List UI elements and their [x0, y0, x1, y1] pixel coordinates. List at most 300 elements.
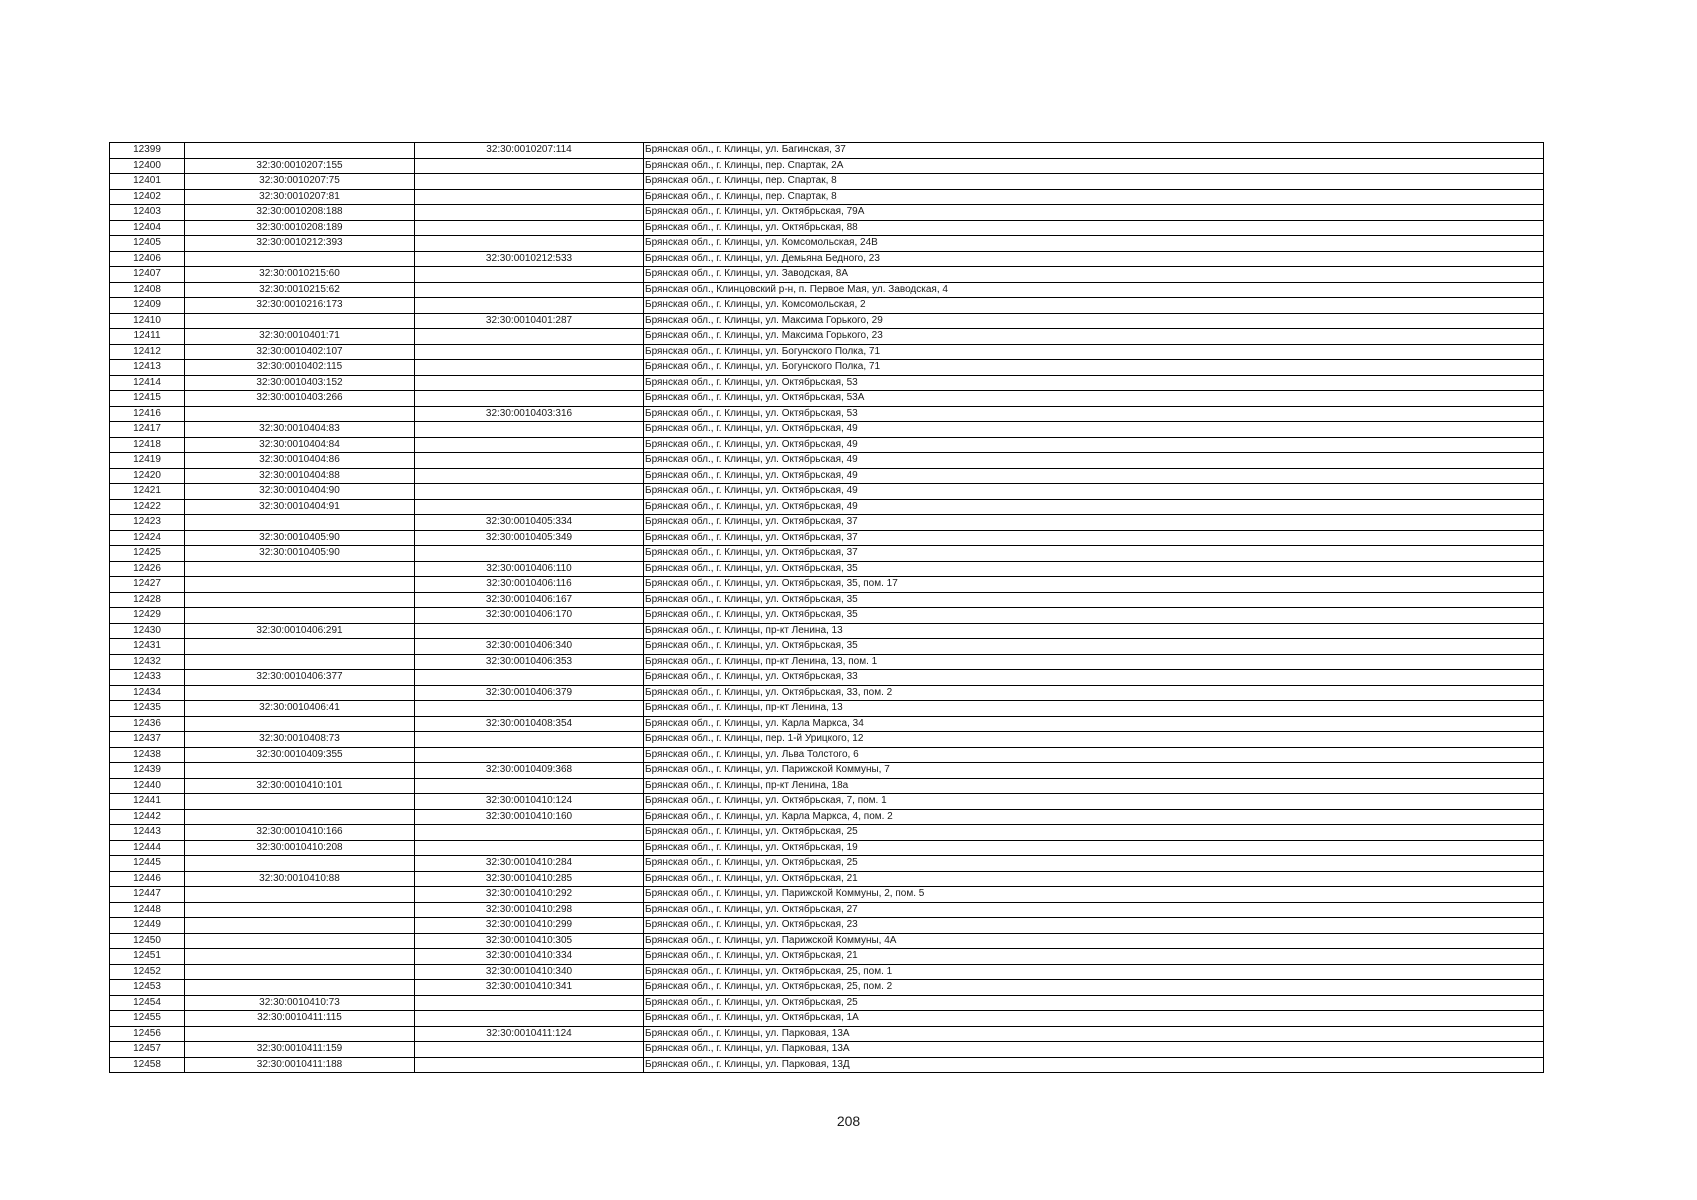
table-row — [110, 918, 1544, 934]
table-row — [110, 964, 1544, 980]
address-cell: Брянская обл., г. Клинцы, пер. Спартак, 2А — [644, 158, 1544, 174]
cadastral-number-cell: 32:30:0010410:166 — [185, 825, 415, 841]
address-cell: Брянская обл., г. Клинцы, ул. Октябрьская, 49 — [644, 484, 1544, 500]
cadastral-number-cell: 32:30:0010207:155 — [185, 158, 415, 174]
table-row — [110, 282, 1544, 298]
cadastral-number-cell: 32:30:0010404:86 — [185, 453, 415, 469]
cadastral-number-cell — [185, 515, 415, 531]
object-number-cell — [415, 158, 644, 174]
row-number-cell: 12456 — [110, 1026, 185, 1042]
object-number-cell — [415, 174, 644, 190]
address-cell: Брянская обл., г. Клинцы, ул. Максима Горького, 29 — [644, 313, 1544, 329]
cadastral-number-cell — [185, 918, 415, 934]
object-number-cell — [415, 701, 644, 717]
row-number-cell: 12412 — [110, 344, 185, 360]
table-row — [110, 592, 1544, 608]
object-number-cell — [415, 375, 644, 391]
cadastral-number-cell: 32:30:0010404:88 — [185, 468, 415, 484]
row-number-cell: 12437 — [110, 732, 185, 748]
row-number-cell: 12451 — [110, 949, 185, 965]
address-cell: Брянская обл., г. Клинцы, ул. Октябрьская, 49 — [644, 453, 1544, 469]
table-row — [110, 639, 1544, 655]
object-number-cell — [415, 391, 644, 407]
row-number-cell: 12420 — [110, 468, 185, 484]
table-row — [110, 980, 1544, 996]
table-row — [110, 546, 1544, 562]
row-number-cell: 12407 — [110, 267, 185, 283]
object-number-cell — [415, 360, 644, 376]
registry-table — [109, 142, 1544, 1073]
object-number-cell — [415, 825, 644, 841]
object-number-cell — [415, 189, 644, 205]
object-number-cell — [415, 1057, 644, 1073]
row-number-cell: 12438 — [110, 747, 185, 763]
cadastral-number-cell: 32:30:0010406:41 — [185, 701, 415, 717]
address-cell: Брянская обл., г. Клинцы, ул. Октябрьская, 49 — [644, 499, 1544, 515]
table-row — [110, 329, 1544, 345]
row-number-cell: 12439 — [110, 763, 185, 779]
cadastral-number-cell — [185, 592, 415, 608]
table-row — [110, 763, 1544, 779]
cadastral-number-cell — [185, 949, 415, 965]
cadastral-number-cell: 32:30:0010403:266 — [185, 391, 415, 407]
object-number-cell — [415, 422, 644, 438]
cadastral-number-cell — [185, 794, 415, 810]
object-number-cell: 32:30:0010410:299 — [415, 918, 644, 934]
row-number-cell: 12424 — [110, 530, 185, 546]
object-number-cell — [415, 499, 644, 515]
row-number-cell: 12427 — [110, 577, 185, 593]
row-number-cell: 12417 — [110, 422, 185, 438]
address-cell: Брянская обл., г. Клинцы, ул. Октябрьская, 37 — [644, 546, 1544, 562]
address-cell: Брянская обл., г. Клинцы, ул. Октябрьская, 25, пом. 1 — [644, 964, 1544, 980]
address-cell: Брянская обл., г. Клинцы, ул. Октябрьская, 49 — [644, 437, 1544, 453]
table-row — [110, 809, 1544, 825]
object-number-cell: 32:30:0010406:170 — [415, 608, 644, 624]
object-number-cell — [415, 298, 644, 314]
table-row — [110, 298, 1544, 314]
table-row — [110, 840, 1544, 856]
row-number-cell: 12448 — [110, 902, 185, 918]
address-cell: Брянская обл., г. Клинцы, ул. Комсомольская, 2 — [644, 298, 1544, 314]
object-number-cell: 32:30:0010409:368 — [415, 763, 644, 779]
address-cell: Брянская обл., г. Клинцы, ул. Октябрьская, 49 — [644, 468, 1544, 484]
table-row — [110, 143, 1544, 159]
row-number-cell: 12409 — [110, 298, 185, 314]
table-row — [110, 391, 1544, 407]
address-cell: Брянская обл., г. Клинцы, ул. Октябрьская, 33, пом. 2 — [644, 685, 1544, 701]
row-number-cell: 12400 — [110, 158, 185, 174]
object-number-cell: 32:30:0010207:114 — [415, 143, 644, 159]
table-row — [110, 484, 1544, 500]
cadastral-number-cell: 32:30:0010404:90 — [185, 484, 415, 500]
object-number-cell: 32:30:0010410:124 — [415, 794, 644, 810]
table-row — [110, 530, 1544, 546]
address-cell: Брянская обл., г. Клинцы, пр-кт Ленина, 13 — [644, 701, 1544, 717]
cadastral-number-cell — [185, 716, 415, 732]
cadastral-number-cell: 32:30:0010406:291 — [185, 623, 415, 639]
object-number-cell — [415, 747, 644, 763]
cadastral-number-cell: 32:30:0010411:188 — [185, 1057, 415, 1073]
object-number-cell: 32:30:0010410:340 — [415, 964, 644, 980]
row-number-cell: 12425 — [110, 546, 185, 562]
object-number-cell: 32:30:0010401:287 — [415, 313, 644, 329]
object-number-cell — [415, 840, 644, 856]
row-number-cell: 12433 — [110, 670, 185, 686]
object-number-cell: 32:30:0010410:305 — [415, 933, 644, 949]
cadastral-number-cell: 32:30:0010410:73 — [185, 995, 415, 1011]
row-number-cell: 12399 — [110, 143, 185, 159]
row-number-cell: 12431 — [110, 639, 185, 655]
table-row — [110, 747, 1544, 763]
table-row — [110, 158, 1544, 174]
object-number-cell: 32:30:0010406:379 — [415, 685, 644, 701]
row-number-cell: 12454 — [110, 995, 185, 1011]
row-number-cell: 12434 — [110, 685, 185, 701]
table-row — [110, 344, 1544, 360]
cadastral-number-cell — [185, 143, 415, 159]
table-row — [110, 236, 1544, 252]
address-cell: Брянская обл., г. Клинцы, ул. Октябрьская, 53 — [644, 375, 1544, 391]
cadastral-number-cell: 32:30:0010408:73 — [185, 732, 415, 748]
table-row — [110, 174, 1544, 190]
object-number-cell: 32:30:0010212:533 — [415, 251, 644, 267]
row-number-cell: 12436 — [110, 716, 185, 732]
row-number-cell: 12452 — [110, 964, 185, 980]
object-number-cell: 32:30:0010406:110 — [415, 561, 644, 577]
address-cell: Брянская обл., г. Клинцы, ул. Октябрьская, 25 — [644, 825, 1544, 841]
row-number-cell: 12419 — [110, 453, 185, 469]
object-number-cell — [415, 453, 644, 469]
cadastral-number-cell: 32:30:0010405:90 — [185, 530, 415, 546]
cadastral-number-cell: 32:30:0010405:90 — [185, 546, 415, 562]
address-cell: Брянская обл., г. Клинцы, ул. Октябрьская, 1А — [644, 1011, 1544, 1027]
object-number-cell — [415, 670, 644, 686]
row-number-cell: 12422 — [110, 499, 185, 515]
table-row — [110, 267, 1544, 283]
object-number-cell: 32:30:0010403:316 — [415, 406, 644, 422]
object-number-cell: 32:30:0010410:334 — [415, 949, 644, 965]
table-row — [110, 685, 1544, 701]
row-number-cell: 12421 — [110, 484, 185, 500]
object-number-cell — [415, 205, 644, 221]
row-number-cell: 12440 — [110, 778, 185, 794]
object-number-cell — [415, 329, 644, 345]
table-row — [110, 561, 1544, 577]
cadastral-number-cell: 32:30:0010207:75 — [185, 174, 415, 190]
row-number-cell: 12410 — [110, 313, 185, 329]
object-number-cell — [415, 995, 644, 1011]
object-number-cell — [415, 623, 644, 639]
address-cell: Брянская обл., г. Клинцы, ул. Октябрьская, 35 — [644, 561, 1544, 577]
row-number-cell: 12406 — [110, 251, 185, 267]
object-number-cell: 32:30:0010406:116 — [415, 577, 644, 593]
row-number-cell: 12405 — [110, 236, 185, 252]
row-number-cell: 12441 — [110, 794, 185, 810]
page-number: 208 — [836, 1113, 861, 1129]
cadastral-number-cell: 32:30:0010404:84 — [185, 437, 415, 453]
cadastral-number-cell — [185, 933, 415, 949]
address-cell: Брянская обл., г. Клинцы, ул. Парковая, 13Д — [644, 1057, 1544, 1073]
table-row — [110, 1042, 1544, 1058]
address-cell: Брянская обл., г. Клинцы, пр-кт Ленина, 13 — [644, 623, 1544, 639]
table-row — [110, 949, 1544, 965]
object-number-cell — [415, 236, 644, 252]
cadastral-number-cell: 32:30:0010401:71 — [185, 329, 415, 345]
table-row — [110, 623, 1544, 639]
row-number-cell: 12403 — [110, 205, 185, 221]
table-row — [110, 716, 1544, 732]
row-number-cell: 12430 — [110, 623, 185, 639]
object-number-cell: 32:30:0010405:334 — [415, 515, 644, 531]
cadastral-number-cell — [185, 639, 415, 655]
address-cell: Брянская обл., г. Клинцы, ул. Парковая, 13А — [644, 1026, 1544, 1042]
table-row — [110, 499, 1544, 515]
table-row — [110, 205, 1544, 221]
object-number-cell — [415, 1042, 644, 1058]
address-cell: Брянская обл., г. Клинцы, пр-кт Ленина, 13, пом. 1 — [644, 654, 1544, 670]
cadastral-number-cell: 32:30:0010410:208 — [185, 840, 415, 856]
table-row — [110, 732, 1544, 748]
cadastral-number-cell — [185, 608, 415, 624]
table-row — [110, 887, 1544, 903]
row-number-cell: 12458 — [110, 1057, 185, 1073]
cadastral-number-cell — [185, 313, 415, 329]
address-cell: Брянская обл., г. Клинцы, ул. Октябрьская, 7, пом. 1 — [644, 794, 1544, 810]
address-cell: Брянская обл., г. Клинцы, ул. Парижской Коммуны, 4А — [644, 933, 1544, 949]
cadastral-number-cell: 32:30:0010411:115 — [185, 1011, 415, 1027]
cadastral-number-cell: 32:30:0010404:91 — [185, 499, 415, 515]
address-cell: Брянская обл., г. Клинцы, ул. Октябрьская, 23 — [644, 918, 1544, 934]
address-cell: Брянская обл., г. Клинцы, ул. Демьяна Бедного, 23 — [644, 251, 1544, 267]
table-row — [110, 189, 1544, 205]
object-number-cell — [415, 732, 644, 748]
row-number-cell: 12442 — [110, 809, 185, 825]
object-number-cell — [415, 468, 644, 484]
table-row — [110, 406, 1544, 422]
table-row — [110, 871, 1544, 887]
object-number-cell: 32:30:0010406:340 — [415, 639, 644, 655]
cadastral-number-cell — [185, 856, 415, 872]
address-cell: Брянская обл., г. Клинцы, ул. Октябрьская, 25 — [644, 995, 1544, 1011]
row-number-cell: 12435 — [110, 701, 185, 717]
address-cell: Брянская обл., г. Клинцы, ул. Октябрьская, 37 — [644, 530, 1544, 546]
table-row — [110, 995, 1544, 1011]
row-number-cell: 12411 — [110, 329, 185, 345]
address-cell: Брянская обл., г. Клинцы, ул. Парижской Коммуны, 2, пом. 5 — [644, 887, 1544, 903]
object-number-cell — [415, 220, 644, 236]
object-number-cell: 32:30:0010410:160 — [415, 809, 644, 825]
address-cell: Брянская обл., г. Клинцы, ул. Парковая, 13А — [644, 1042, 1544, 1058]
table-row — [110, 422, 1544, 438]
address-cell: Брянская обл., г. Клинцы, ул. Октябрьская, 21 — [644, 871, 1544, 887]
table-row — [110, 453, 1544, 469]
object-number-cell — [415, 546, 644, 562]
table-row — [110, 670, 1544, 686]
table-row — [110, 375, 1544, 391]
row-number-cell: 12447 — [110, 887, 185, 903]
row-number-cell: 12446 — [110, 871, 185, 887]
cadastral-number-cell — [185, 577, 415, 593]
table-row — [110, 360, 1544, 376]
object-number-cell — [415, 1011, 644, 1027]
cadastral-number-cell — [185, 763, 415, 779]
row-number-cell: 12432 — [110, 654, 185, 670]
address-cell: Брянская обл., г. Клинцы, ул. Октябрьская, 37 — [644, 515, 1544, 531]
row-number-cell: 12444 — [110, 840, 185, 856]
address-cell: Брянская обл., г. Клинцы, ул. Октябрьская, 53А — [644, 391, 1544, 407]
object-number-cell: 32:30:0010405:349 — [415, 530, 644, 546]
object-number-cell — [415, 484, 644, 500]
cadastral-number-cell: 32:30:0010208:188 — [185, 205, 415, 221]
row-number-cell: 12445 — [110, 856, 185, 872]
address-cell: Брянская обл., г. Клинцы, ул. Октябрьская, 79А — [644, 205, 1544, 221]
address-cell: Брянская обл., г. Клинцы, ул. Октябрьская, 27 — [644, 902, 1544, 918]
cadastral-number-cell — [185, 964, 415, 980]
address-cell: Брянская обл., г. Клинцы, ул. Богунского Полка, 71 — [644, 344, 1544, 360]
table-row — [110, 654, 1544, 670]
object-number-cell: 32:30:0010408:354 — [415, 716, 644, 732]
row-number-cell: 12423 — [110, 515, 185, 531]
address-cell: Брянская обл., г. Клинцы, ул. Богунского Полка, 71 — [644, 360, 1544, 376]
address-cell: Брянская обл., г. Клинцы, ул. Октябрьская, 53 — [644, 406, 1544, 422]
cadastral-number-cell: 32:30:0010406:377 — [185, 670, 415, 686]
object-number-cell: 32:30:0010406:167 — [415, 592, 644, 608]
cadastral-number-cell: 32:30:0010216:173 — [185, 298, 415, 314]
table-row — [110, 608, 1544, 624]
table-row — [110, 437, 1544, 453]
object-number-cell: 32:30:0010410:341 — [415, 980, 644, 996]
object-number-cell: 32:30:0010410:292 — [415, 887, 644, 903]
object-number-cell — [415, 778, 644, 794]
table-row — [110, 825, 1544, 841]
address-cell: Брянская обл., г. Клинцы, ул. Октябрьская, 35 — [644, 639, 1544, 655]
cadastral-number-cell: 32:30:0010402:107 — [185, 344, 415, 360]
address-cell: Брянская обл., г. Клинцы, пр-кт Ленина, 18а — [644, 778, 1544, 794]
row-number-cell: 12401 — [110, 174, 185, 190]
address-cell: Брянская обл., г. Клинцы, ул. Октябрьская, 19 — [644, 840, 1544, 856]
row-number-cell: 12429 — [110, 608, 185, 624]
address-cell: Брянская обл., г. Клинцы, ул. Октябрьская, 49 — [644, 422, 1544, 438]
table-row — [110, 468, 1544, 484]
address-cell: Брянская обл., г. Клинцы, ул. Октябрьская, 35 — [644, 608, 1544, 624]
address-cell: Брянская обл., г. Клинцы, ул. Октябрьская, 35, пом. 17 — [644, 577, 1544, 593]
cadastral-number-cell: 32:30:0010409:355 — [185, 747, 415, 763]
cadastral-number-cell — [185, 809, 415, 825]
row-number-cell: 12457 — [110, 1042, 185, 1058]
cadastral-number-cell: 32:30:0010207:81 — [185, 189, 415, 205]
registry-table-body — [110, 143, 1544, 1073]
cadastral-number-cell — [185, 251, 415, 267]
cadastral-number-cell: 32:30:0010208:189 — [185, 220, 415, 236]
table-row — [110, 313, 1544, 329]
row-number-cell: 12449 — [110, 918, 185, 934]
cadastral-number-cell: 32:30:0010404:83 — [185, 422, 415, 438]
cadastral-number-cell: 32:30:0010215:60 — [185, 267, 415, 283]
row-number-cell: 12415 — [110, 391, 185, 407]
address-cell: Брянская обл., Клинцовский р-н, п. Первое Мая, ул. Заводская, 4 — [644, 282, 1544, 298]
table-row — [110, 220, 1544, 236]
address-cell: Брянская обл., г. Клинцы, ул. Карла Маркса, 34 — [644, 716, 1544, 732]
cadastral-number-cell — [185, 1026, 415, 1042]
row-number-cell: 12426 — [110, 561, 185, 577]
address-cell: Брянская обл., г. Клинцы, ул. Октябрьская, 33 — [644, 670, 1544, 686]
row-number-cell: 12413 — [110, 360, 185, 376]
address-cell: Брянская обл., г. Клинцы, пер. Спартак, 8 — [644, 174, 1544, 190]
row-number-cell: 12428 — [110, 592, 185, 608]
cadastral-number-cell — [185, 887, 415, 903]
table-row — [110, 778, 1544, 794]
object-number-cell: 32:30:0010410:284 — [415, 856, 644, 872]
row-number-cell: 12414 — [110, 375, 185, 391]
cadastral-number-cell: 32:30:0010410:88 — [185, 871, 415, 887]
row-number-cell: 12450 — [110, 933, 185, 949]
table-row — [110, 1011, 1544, 1027]
object-number-cell — [415, 344, 644, 360]
table-row — [110, 515, 1544, 531]
address-cell: Брянская обл., г. Клинцы, ул. Октябрьская, 21 — [644, 949, 1544, 965]
address-cell: Брянская обл., г. Клинцы, ул. Октябрьская, 88 — [644, 220, 1544, 236]
row-number-cell: 12443 — [110, 825, 185, 841]
object-number-cell: 32:30:0010411:124 — [415, 1026, 644, 1042]
row-number-cell: 12453 — [110, 980, 185, 996]
cadastral-number-cell: 32:30:0010403:152 — [185, 375, 415, 391]
table-row — [110, 701, 1544, 717]
row-number-cell: 12418 — [110, 437, 185, 453]
address-cell: Брянская обл., г. Клинцы, ул. Льва Толстого, 6 — [644, 747, 1544, 763]
address-cell: Брянская обл., г. Клинцы, ул. Заводская, 8А — [644, 267, 1544, 283]
cadastral-number-cell: 32:30:0010212:393 — [185, 236, 415, 252]
address-cell: Брянская обл., г. Клинцы, ул. Октябрьская, 25 — [644, 856, 1544, 872]
address-cell: Брянская обл., г. Клинцы, ул. Максима Горького, 23 — [644, 329, 1544, 345]
address-cell: Брянская обл., г. Клинцы, ул. Комсомольская, 24В — [644, 236, 1544, 252]
object-number-cell: 32:30:0010406:353 — [415, 654, 644, 670]
table-row — [110, 577, 1544, 593]
object-number-cell: 32:30:0010410:285 — [415, 871, 644, 887]
table-row — [110, 251, 1544, 267]
table-row — [110, 856, 1544, 872]
cadastral-number-cell — [185, 654, 415, 670]
cadastral-number-cell — [185, 980, 415, 996]
object-number-cell — [415, 437, 644, 453]
address-cell: Брянская обл., г. Клинцы, пер. 1-й Урицкого, 12 — [644, 732, 1544, 748]
object-number-cell — [415, 282, 644, 298]
address-cell: Брянская обл., г. Клинцы, ул. Октябрьская, 25, пом. 2 — [644, 980, 1544, 996]
address-cell: Брянская обл., г. Клинцы, ул. Карла Маркса, 4, пом. 2 — [644, 809, 1544, 825]
address-cell: Брянская обл., г. Клинцы, ул. Багинская, 37 — [644, 143, 1544, 159]
row-number-cell: 12402 — [110, 189, 185, 205]
cadastral-number-cell: 32:30:0010410:101 — [185, 778, 415, 794]
cadastral-number-cell: 32:30:0010402:115 — [185, 360, 415, 376]
table-row — [110, 794, 1544, 810]
address-cell: Брянская обл., г. Клинцы, ул. Парижской Коммуны, 7 — [644, 763, 1544, 779]
cadastral-number-cell: 32:30:0010411:159 — [185, 1042, 415, 1058]
table-row — [110, 902, 1544, 918]
cadastral-number-cell — [185, 406, 415, 422]
table-row — [110, 1057, 1544, 1073]
table-row — [110, 933, 1544, 949]
cadastral-number-cell — [185, 685, 415, 701]
table-row — [110, 1026, 1544, 1042]
cadastral-number-cell: 32:30:0010215:62 — [185, 282, 415, 298]
address-cell: Брянская обл., г. Клинцы, ул. Октябрьская, 35 — [644, 592, 1544, 608]
row-number-cell: 12404 — [110, 220, 185, 236]
cadastral-number-cell — [185, 902, 415, 918]
object-number-cell — [415, 267, 644, 283]
object-number-cell: 32:30:0010410:298 — [415, 902, 644, 918]
row-number-cell: 12408 — [110, 282, 185, 298]
address-cell: Брянская обл., г. Клинцы, пер. Спартак, 8 — [644, 189, 1544, 205]
